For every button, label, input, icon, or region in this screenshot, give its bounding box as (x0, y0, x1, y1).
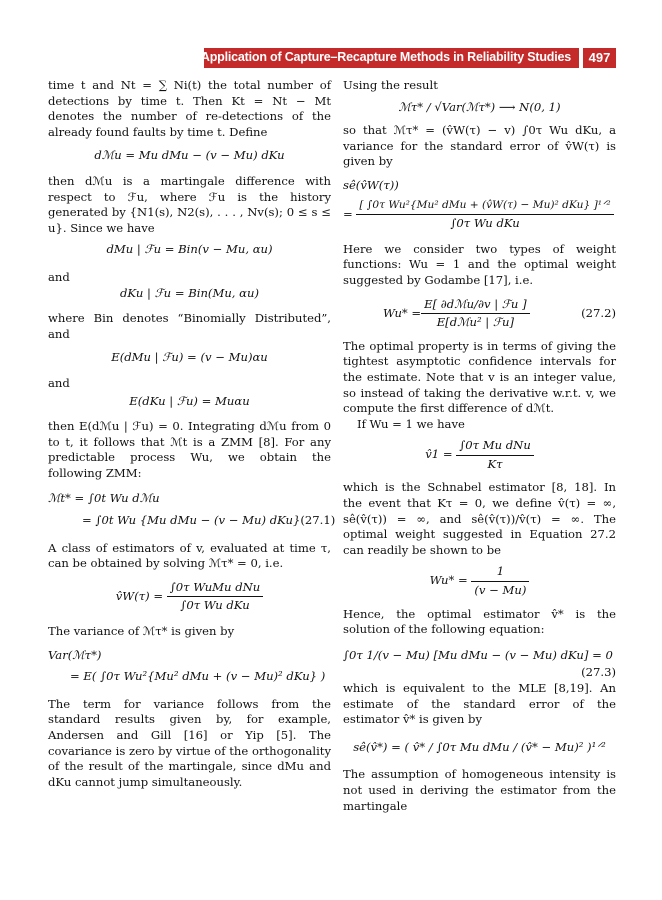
paragraph: where Bin denotes “Binomially Distributed”, and (48, 311, 331, 341)
paragraph: then E(dℳu | ℱu) = 0. Integrating dℳu from 0 to t, it follows that ℳt is a ZMM [8]. For any predictable process Wu, we obtain the following ZMM: (48, 419, 331, 480)
paragraph: A class of estimators of v, evaluated at time τ, can be obtained by solving ℳτ* = 0, i.e. (48, 540, 331, 571)
paragraph: The term for variance follows from the standard results given by, for example, Andersen and Gill [16] or Yip [5]. The covariance is zero by virtue of the orthogonality of the result of the martingale, since dMu and dKu cannot jump simultaneously. (48, 696, 331, 789)
equation-number: (27.1) (300, 513, 336, 528)
equation-lhs: v̂1 = (425, 447, 453, 462)
fraction-numerator: 1 (471, 564, 529, 582)
equation: Var(ℳτ*) (48, 647, 102, 662)
equation: = ∫0t Wu {Mu dMu − (v − Mu) dKu} (82, 513, 301, 528)
fraction-denominator: ∫0τ Wu dKu (450, 216, 520, 231)
running-header-bar (176, 48, 579, 68)
paragraph: The variance of ℳτ* is given by (48, 624, 235, 639)
equation: ℳτ* / √Var(ℳτ*) ⟶ N(0, 1) (398, 99, 561, 114)
running-header-title: The Application of Capture–Recapture Methods in Reliability Studies (176, 50, 571, 64)
paragraph: Hence, the optimal estimator v̂* is the solution of the following equation: (343, 606, 616, 637)
paragraph: Here we consider two types of weight functions: Wu = 1 and the optimal weight suggested by Godambe [17], i.e. (343, 241, 616, 287)
right-column (343, 78, 616, 814)
fraction-denominator: (v − Mu) (474, 583, 527, 598)
paragraph: so that ℳτ* = (v̂W(τ) − v) ∫0τ Wu dKu, a variance for the standard error of v̂W(τ) is given by (343, 123, 616, 169)
paragraph: If Wu = 1 we have (357, 416, 465, 431)
fraction-denominator: Kτ (487, 456, 503, 471)
paragraph: The assumption of homogeneous intensity is not used in deriving the estimator from the martingale (343, 767, 616, 813)
paragraph: which is equivalent to the MLE [8,19]. An estimate of the standard error of the estimator v̂* is given by (343, 681, 616, 727)
equation-row (343, 665, 616, 681)
equation (343, 198, 616, 232)
fraction (471, 564, 529, 598)
paragraph: Using the result (343, 78, 438, 92)
equation (48, 580, 331, 614)
equation: sê(v̂*) = ( v̂* / ∫0τ Mu dMu / (v̂* − Mu)² )¹ᐟ² (353, 739, 606, 754)
fraction-numerator: [ ∫0τ Wu²{Mu² dMu + (v̂W(τ) − Mu)² dKu} ]¹ᐟ² (356, 198, 613, 216)
equation-number: (27.3) (581, 665, 616, 680)
equation (343, 438, 616, 472)
fraction (167, 580, 264, 614)
paragraph: time t and Nt = ∑ Ni(t) the total number of detections by time t. Then Kt = Nt − Mt denotes the number of re-detections of the already found faults by time t. Define (48, 78, 331, 139)
fraction (456, 438, 534, 472)
equation-row (383, 297, 616, 331)
equation: = E( ∫0τ Wu²{Mu² dMu + (v − Mu)² dKu} ) (70, 669, 326, 684)
equation-number: (27.2) (581, 305, 616, 320)
equation-lhs: Wu* = (383, 305, 422, 320)
fraction-denominator: ∫0τ Wu dKu (180, 598, 250, 613)
equation-lhs: Wu* = (429, 573, 468, 588)
paragraph: The optimal property is in terms of giving the tightest asymptotic confidence intervals for the estimate. Note that v is an integer value, so instead of taking the derivative w.r.t. v, we compute the first difference of dℳt. (343, 338, 616, 416)
equation: sê(v̂W(τ)) (343, 177, 399, 192)
paragraph: then dℳu is a martingale difference with respect to ℱu, where ℱu is the history generated by {N1(s), N2(s), . . . , Nv(s); 0 ≤ s ≤ u}. Since we have (48, 173, 331, 235)
equation: dMu | ℱu = Bin(v − Mu, αu) (106, 242, 273, 257)
fraction-numerator: ∫0τ Mu dNu (456, 438, 534, 456)
equation-lhs: v̂W(τ) = (115, 588, 164, 603)
fraction (421, 297, 529, 331)
page-number: 497 (583, 48, 616, 68)
paragraph: and (48, 269, 70, 284)
fraction-numerator: ∫0τ WuMu dNu (167, 580, 264, 598)
fraction (356, 198, 613, 232)
paragraph: which is the Schnabel estimator [8, 18]. In the event that Kτ = 0, we define v̂(τ) = ∞, sê(v̂(τ)) = ∞, and sê(v̂(τ))/v̂(τ) = ∞. The optimal weight suggested in Equation 27.2 can readily be shown to be (343, 480, 616, 557)
equation: ∫0τ 1/(v − Mu) [Mu dMu − (v − Mu) dKu] = 0 (343, 647, 613, 662)
fraction-denominator: E[dℳu² | ℱu] (436, 315, 515, 330)
fraction-numerator: E[ ∂dℳu/∂v | ℱu ] (421, 297, 529, 315)
equals-sign: = (343, 206, 357, 221)
equation (343, 564, 616, 598)
left-column (48, 78, 336, 790)
equation: E(dKu | ℱu) = Muαu (129, 393, 250, 408)
paragraph: and (48, 375, 70, 390)
equation: dKu | ℱu = Bin(Mu, αu) (120, 285, 259, 300)
equation: E(dMu | ℱu) = (v − Mu)αu (111, 350, 268, 365)
equation: dℳu = Mu dMu − (v − Mu) dKu (94, 148, 285, 163)
equation-row (82, 513, 336, 529)
equation: ℳt* = ∫0t Wu dℳu (48, 491, 160, 506)
